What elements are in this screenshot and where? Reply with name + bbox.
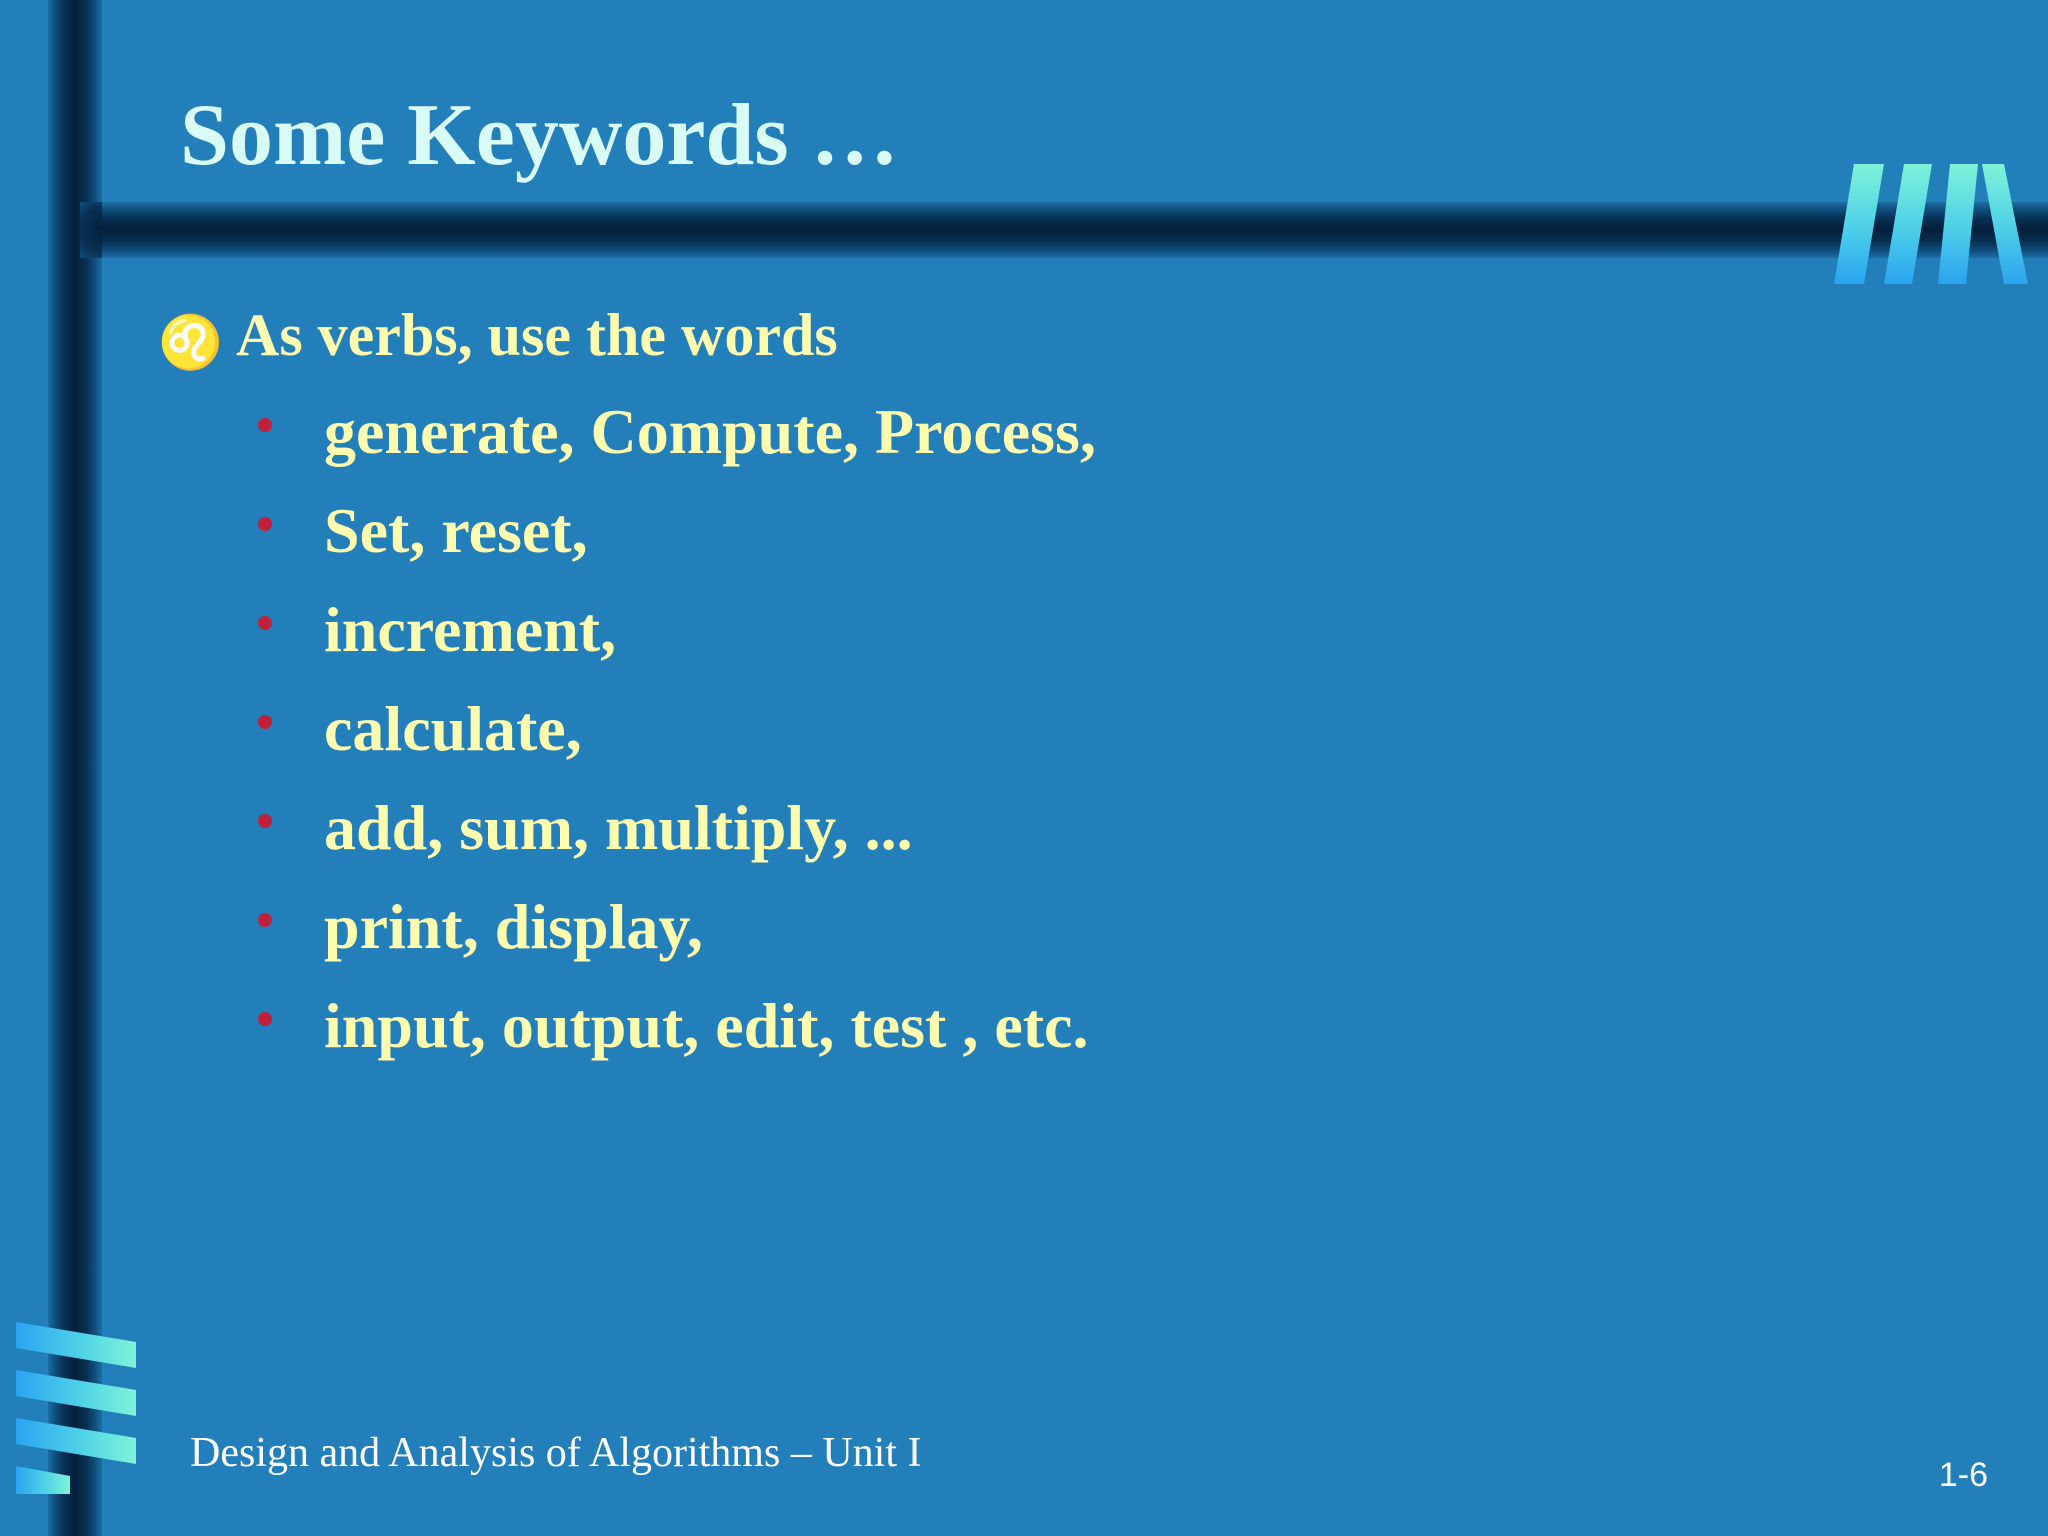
slide-title: Some Keywords … <box>180 87 899 184</box>
page-number: 1-6 <box>1938 1456 1988 1494</box>
bullet-dot-icon <box>258 913 272 927</box>
bullet-dot-icon <box>258 418 272 432</box>
horizontal-bar <box>80 202 2048 258</box>
ribbon-logo-icon <box>1832 160 2032 288</box>
sub-bullet-text: print, display, <box>324 891 703 962</box>
bar-junction <box>80 202 102 258</box>
sub-bullet-text: generate, Compute, Process, <box>324 396 1096 467</box>
bullet-dot-icon <box>258 517 272 531</box>
sub-bullet-text: increment, <box>324 594 617 665</box>
sub-bullet-text: input, output, edit, test , etc. <box>324 990 1089 1061</box>
ribbon-logo-bottom-icon <box>10 1318 140 1498</box>
sub-bullet-text: Set, reset, <box>324 495 588 566</box>
main-bullet-text: As verbs, use the words <box>236 302 838 368</box>
bullet-dot-icon <box>258 715 272 729</box>
leo-symbol-icon: ♌ <box>158 315 223 372</box>
sub-bullet-text: add, sum, multiply, ... <box>324 792 913 863</box>
slide-footer: Design and Analysis of Algorithms – Unit I <box>190 1430 922 1476</box>
bullet-dot-icon <box>258 616 272 630</box>
sub-bullet-text: calculate, <box>324 693 582 764</box>
bullet-dot-icon <box>258 1012 272 1026</box>
bullet-dot-icon <box>258 814 272 828</box>
